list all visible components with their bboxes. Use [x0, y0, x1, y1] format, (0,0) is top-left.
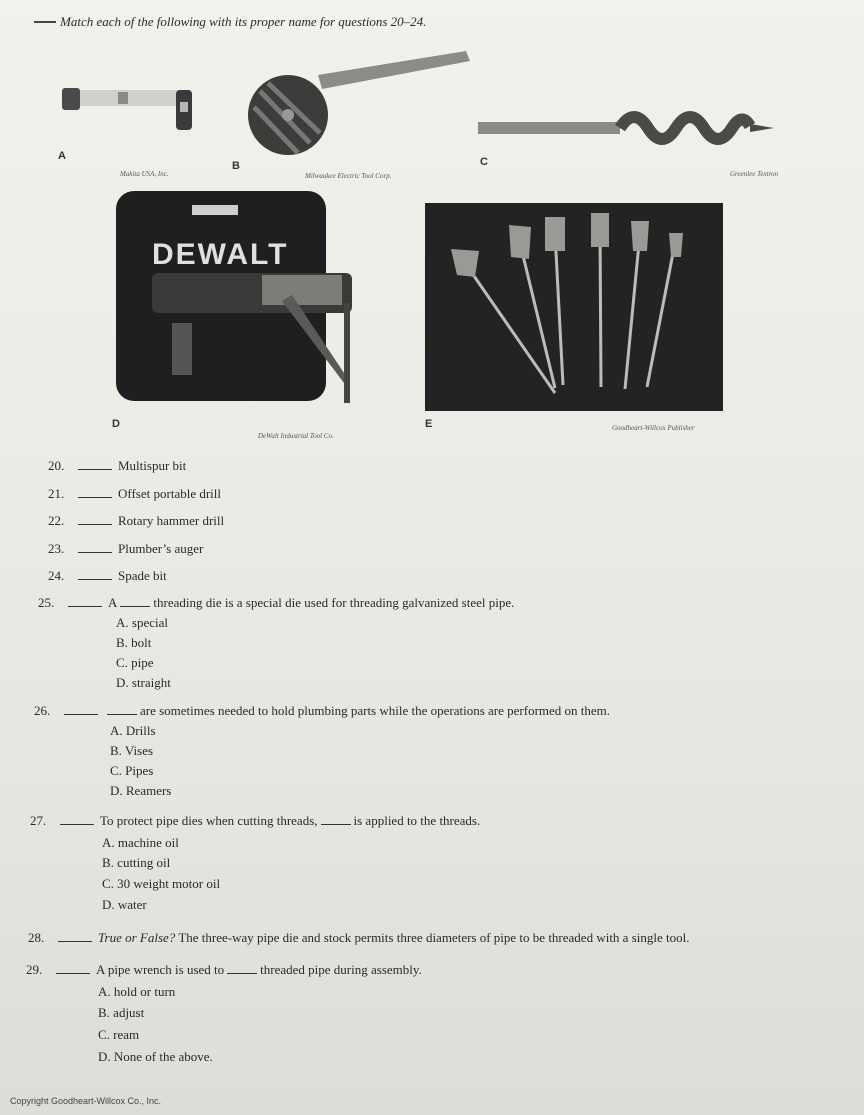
figure-d-credit: DeWalt Industrial Tool Co.	[258, 432, 334, 440]
answer-blank-25[interactable]	[68, 605, 102, 607]
figure-e-label: E	[425, 418, 433, 430]
q26-option-d: D. Reamers	[110, 783, 172, 798]
inline-blank-29	[227, 972, 257, 974]
q25-option-b: B. bolt	[116, 635, 152, 650]
answer-blank-29[interactable]	[56, 972, 90, 974]
question-27: 27. To protect pipe dies when cutting threads, is applied to the threads.	[30, 813, 481, 828]
dewalt-logo: DEWALT	[152, 238, 289, 271]
q29-option-d: D. None of the above.	[98, 1049, 213, 1064]
multispur-bit-image	[228, 45, 473, 165]
question-22: 22. Rotary hammer drill	[48, 513, 225, 528]
figure-a-credit: Makita USA, Inc.	[120, 170, 169, 178]
q29-option-b: B. adjust	[98, 1005, 145, 1020]
q26-option-c: C. Pipes	[110, 763, 154, 778]
offset-drill-image	[58, 80, 198, 140]
figure-b-label: B	[232, 160, 240, 172]
copyright-footer: Copyright Goodheart-Willcox Co., Inc.	[10, 1096, 162, 1106]
figure-a-label: A	[58, 150, 66, 162]
q25-option-a: A. special	[116, 615, 168, 630]
q27-option-b: B. cutting oil	[102, 855, 171, 870]
answer-blank-21[interactable]	[78, 496, 112, 498]
q26-option-a: A. Drills	[110, 723, 156, 738]
q26-option-b: B. Vises	[110, 743, 154, 758]
answer-blank-22[interactable]	[78, 523, 112, 525]
plumbers-auger-image	[478, 108, 778, 158]
inline-blank-26	[107, 713, 137, 715]
figure-e-credit: Goodheart-Willcox Publisher	[612, 424, 695, 432]
inline-blank-25	[120, 605, 150, 607]
instructions: Match each of the following with its proper name for questions 20–24.	[60, 14, 427, 29]
figure-d-label: D	[112, 418, 120, 430]
inline-blank-27	[321, 823, 351, 825]
question-25: 25. A threading die is a special die used for threading galvanized steel pipe.	[38, 595, 515, 610]
answer-blank-26[interactable]	[64, 713, 98, 715]
header-rule	[34, 21, 56, 23]
q29-option-c: C. ream	[98, 1027, 140, 1042]
answer-blank-20[interactable]	[78, 468, 112, 470]
question-20: 20. Multispur bit	[48, 458, 187, 473]
q27-option-a: A. machine oil	[102, 835, 179, 850]
q27-option-d: D. water	[102, 897, 147, 912]
question-23: 23. Plumber’s auger	[48, 541, 204, 556]
answer-blank-27[interactable]	[60, 823, 94, 825]
answer-blank-24[interactable]	[78, 578, 112, 580]
q25-option-d: D. straight	[116, 675, 171, 690]
question-26: 26. are sometimes needed to hold plumbing parts while the operations are performed on them.	[34, 703, 611, 718]
figure-c-label: C	[480, 156, 488, 168]
q25-option-c: C. pipe	[116, 655, 154, 670]
answer-blank-23[interactable]	[78, 551, 112, 553]
question-29: 29. A pipe wrench is used to threaded pipe during assembly.	[26, 962, 422, 977]
spade-bits-image	[425, 203, 723, 411]
figure-b-credit: Milwaukee Electric Tool Corp.	[305, 172, 392, 180]
question-21: 21. Offset portable drill	[48, 486, 222, 501]
question-24: 24. Spade bit	[48, 568, 167, 583]
q29-option-a: A. hold or turn	[98, 984, 176, 999]
figure-c-credit: Greenlee Textron	[730, 170, 779, 178]
question-28: 28. True or False? The three-way pipe die and stock permits three diameters of pipe to be threaded with a single tool.	[28, 930, 690, 945]
q27-option-c: C. 30 weight motor oil	[102, 876, 221, 891]
rotary-hammer-drill-image	[112, 183, 360, 411]
answer-blank-28[interactable]	[58, 940, 92, 942]
